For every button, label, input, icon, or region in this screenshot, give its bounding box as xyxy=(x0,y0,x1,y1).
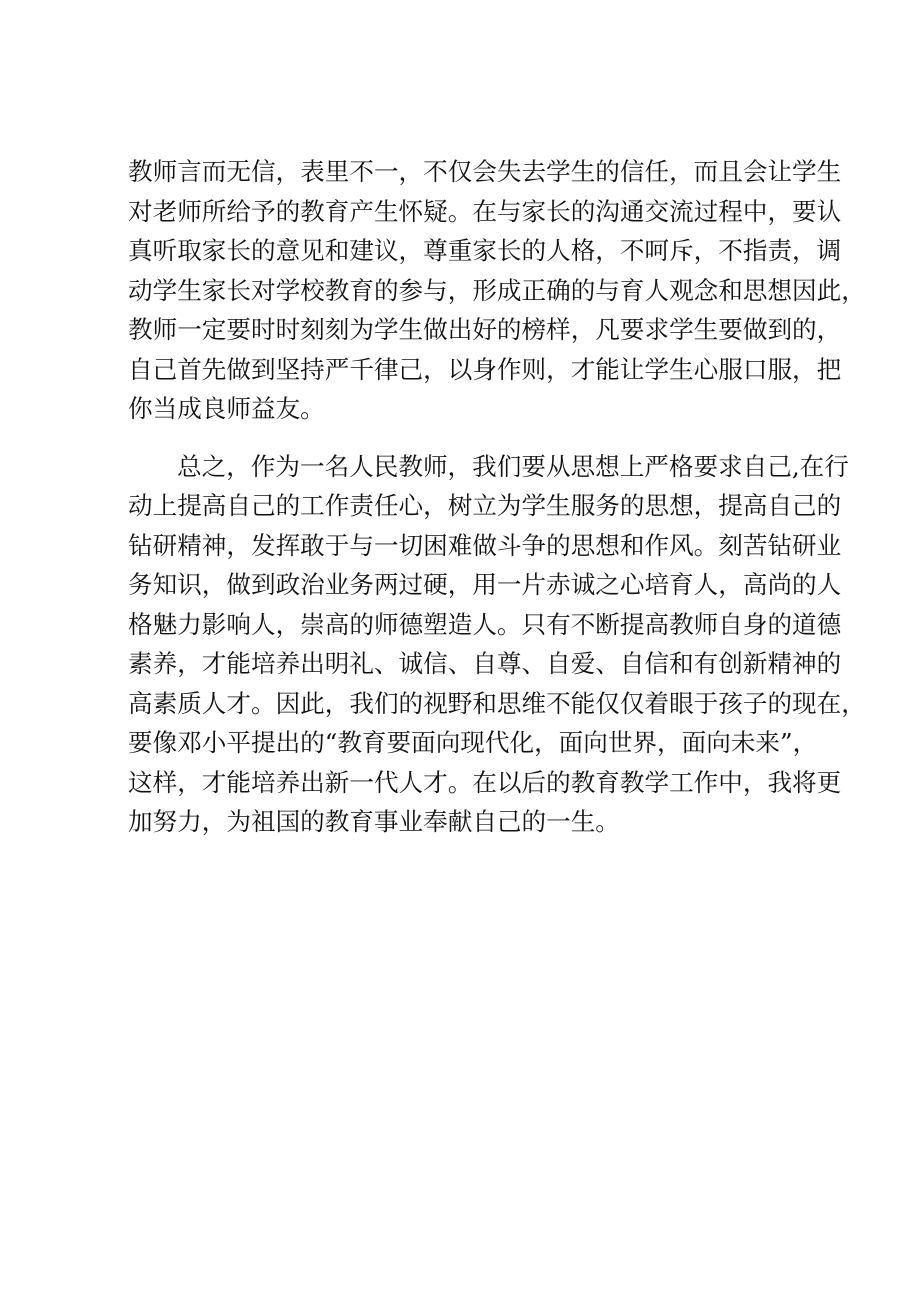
paragraph-line: 加努力，为祖国的教育事业奉献自己的一生。 xyxy=(128,807,620,836)
paragraph-line: 高素质人才。因此，我们的视野和思维不能仅仅着眼于孩子的现在， xyxy=(128,688,866,718)
paragraph-line: 你当成良师益友。 xyxy=(128,394,325,423)
paragraph-line: 钻研精神，发挥敢于与一切困难做斗争的思想和作风。刻苦钻研业 xyxy=(128,530,842,560)
paragraph-1 xyxy=(128,152,866,429)
paragraph-line: 这样，才能培养出新一代人才。在以后的教育教学工作中，我将更 xyxy=(128,767,842,797)
paragraph-line: 真听取家长的意见和建议，尊重家长的人格，不呵斥，不指责，调 xyxy=(128,236,842,265)
paragraph-line: 教师言而无信，表里不一，不仅会失去学生的信任，而且会让学生 xyxy=(128,157,842,186)
paragraph-line: 格魅力影响人，崇高的师德塑造人。只有不断提高教师自身的道德 xyxy=(128,609,842,639)
paragraph-line: 对老师所给予的教育产生怀疑。在与家长的沟通交流过程中，要认 xyxy=(128,196,842,226)
paragraph-line: 动学生家长对学校教育的参与，形成正确的与育人观念和思想因此， xyxy=(128,275,866,305)
paragraph-2 xyxy=(128,447,866,842)
paragraph-line: 素养，才能培养出明礼、诚信、自尊、自爱、自信和有创新精神的 xyxy=(128,649,842,678)
paragraph-line: 动上提高自己的工作责任心，树立为学生服务的思想，提高自己的 xyxy=(128,491,842,520)
paragraph-line: 教师一定要时时刻刻为学生做出好的榜样，凡要求学生要做到的， xyxy=(128,315,842,344)
paragraph-line: 要像邓小平提出的“教育要面向现代化，面向世界，面向未来”， xyxy=(128,728,818,757)
paragraph-line: 务知识，做到政治业务两过硬，用一片赤诚之心培育人，高尚的人 xyxy=(128,570,842,599)
paragraph-line: 总之，作为一名人民教师，我们要从思想上严格要求自己,在行 xyxy=(177,451,849,481)
paragraph-line: 自己首先做到坚持严千律己，以身作则，才能让学生心服口服，把 xyxy=(128,354,842,384)
document-body xyxy=(128,152,866,842)
